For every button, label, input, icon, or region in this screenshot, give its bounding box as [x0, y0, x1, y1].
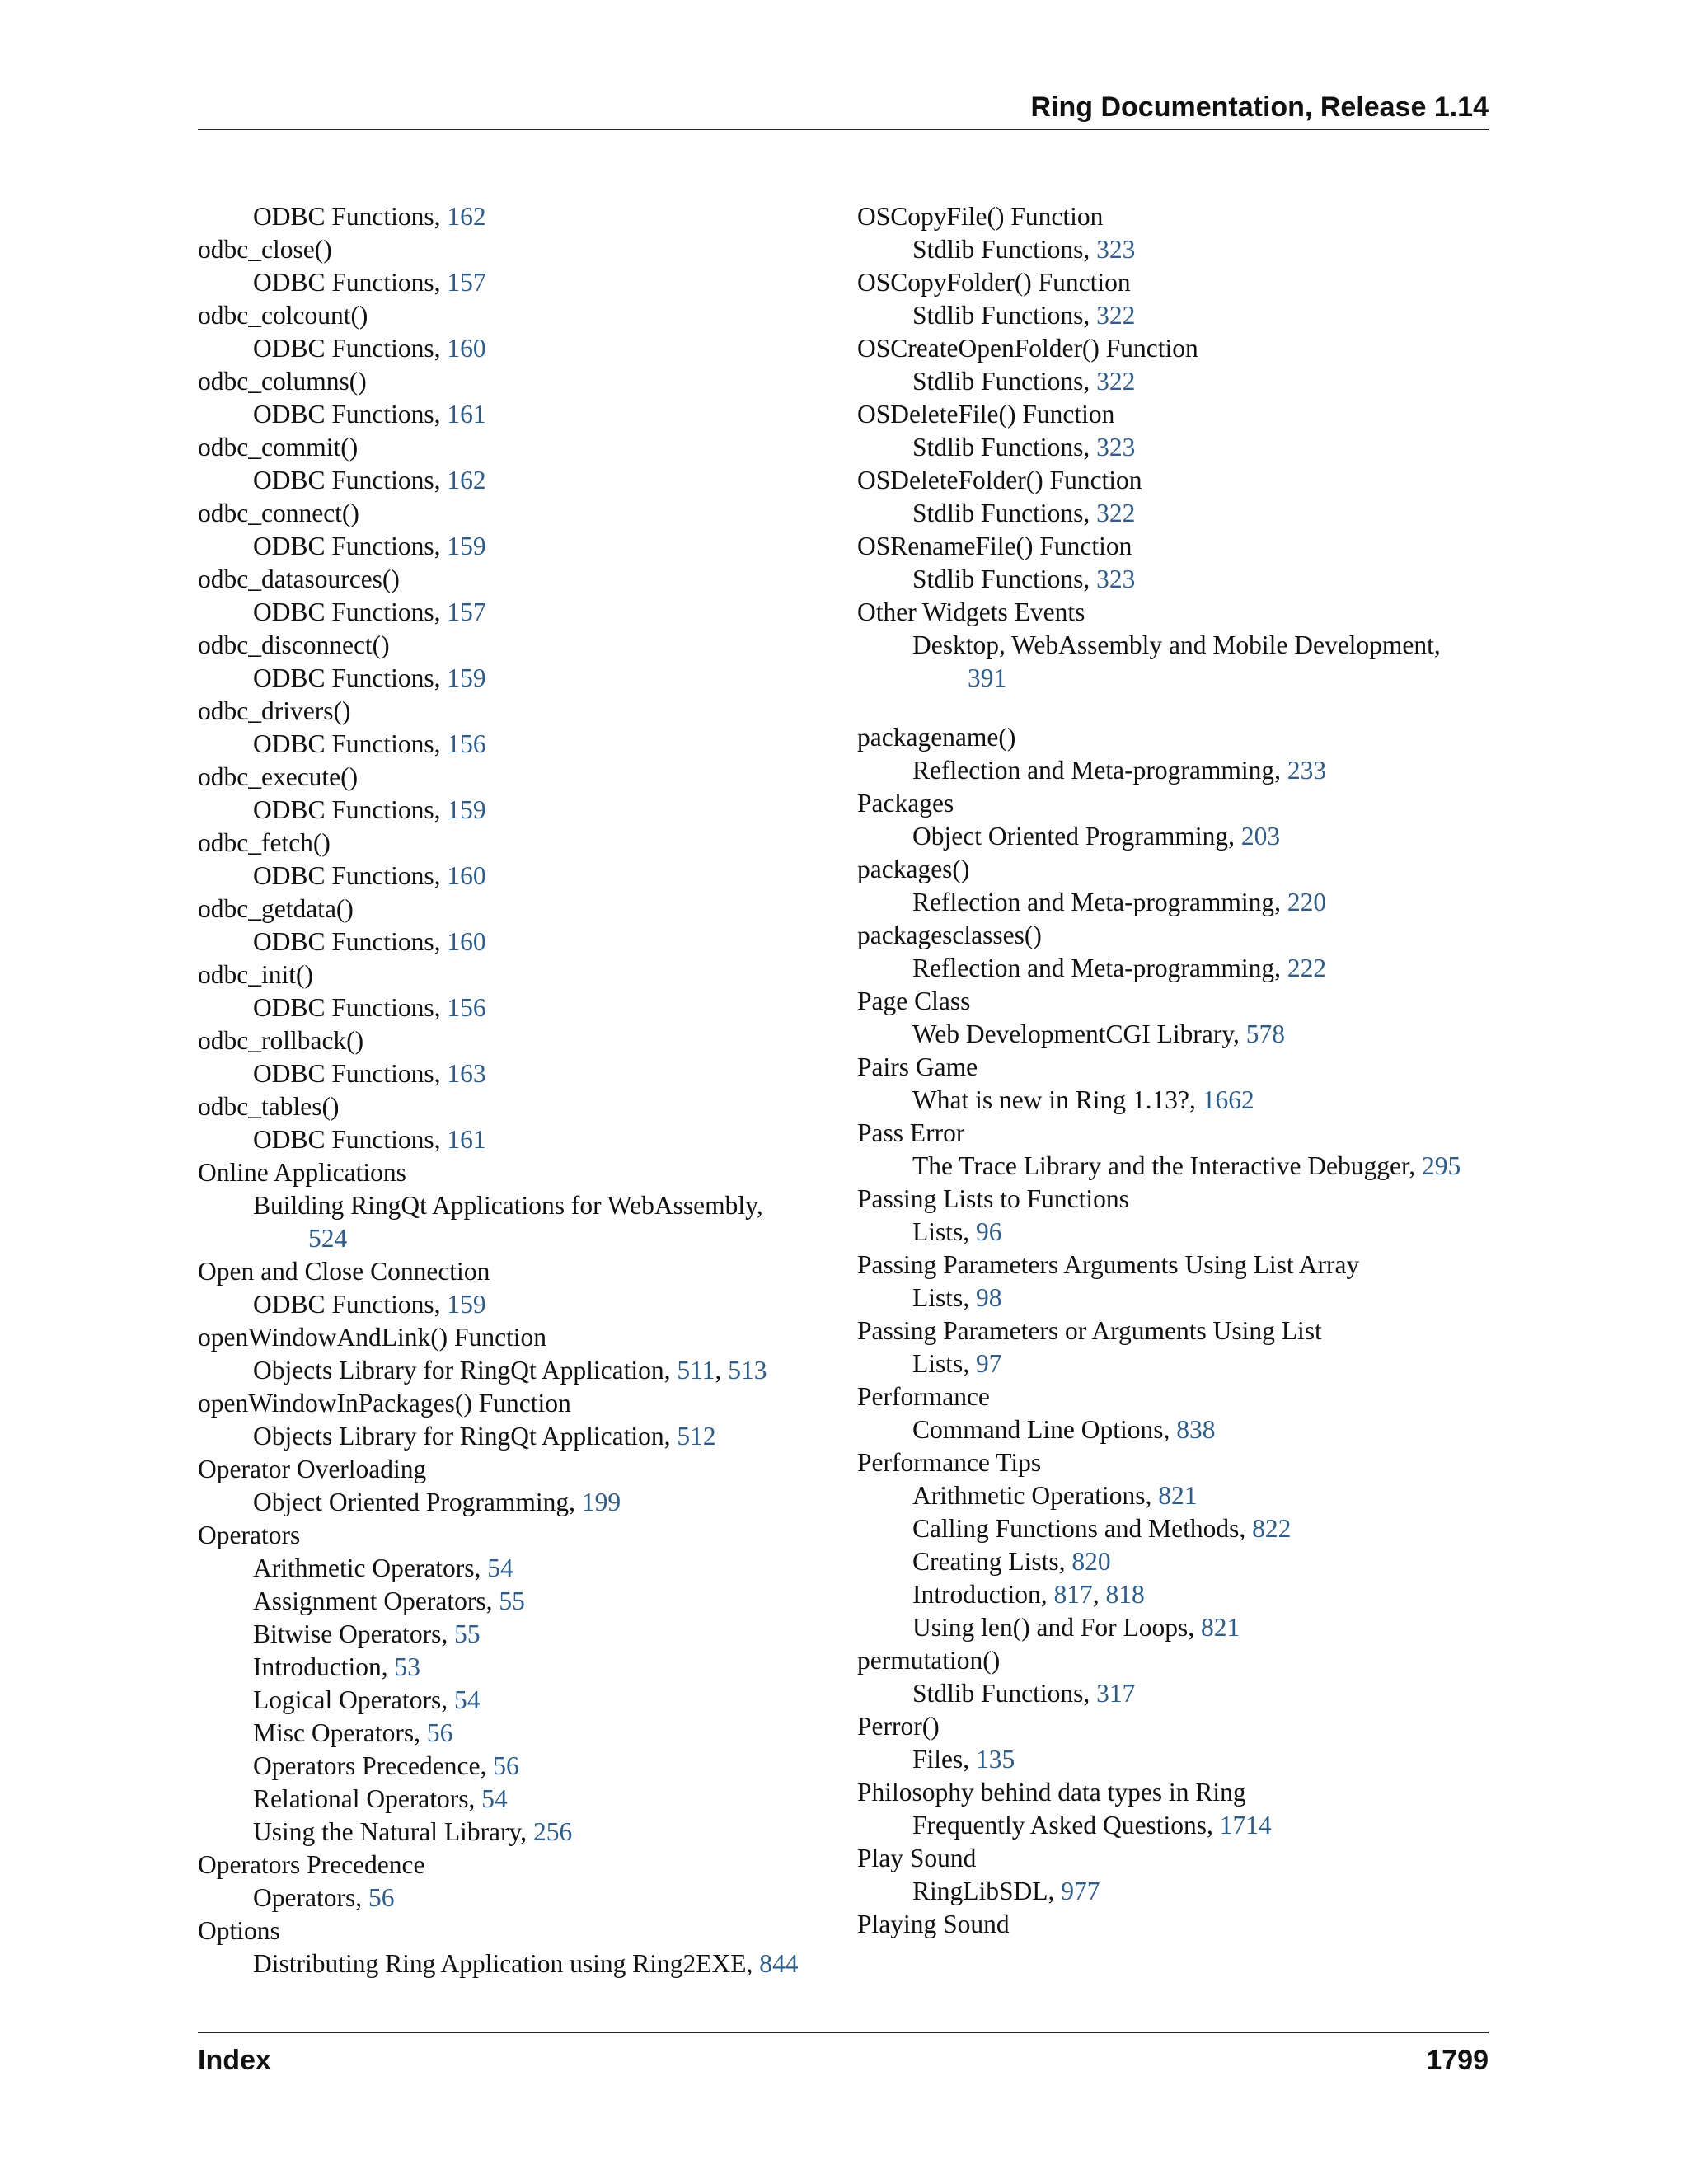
page-link[interactable]: 56	[426, 1718, 453, 1747]
index-subentry	[857, 1875, 1489, 1908]
subentry-label: Using len() and For Loops,	[912, 1613, 1195, 1642]
subentry-label: ODBC Functions,	[253, 663, 441, 692]
page-link[interactable]: 256	[532, 1817, 573, 1846]
page-link[interactable]: 96	[976, 1217, 1002, 1246]
subentry-label: ODBC Functions,	[253, 532, 441, 560]
index-term: Operators Precedence	[198, 1850, 425, 1879]
index-subentry	[198, 860, 829, 893]
subentry-label: Distributing Ring Application using Ring2EXE,	[253, 1949, 753, 1978]
index-subentry	[198, 1057, 829, 1090]
index-term: Packages	[857, 789, 954, 818]
index-subentry	[857, 1743, 1489, 1776]
page-link[interactable]: 511	[677, 1356, 715, 1385]
page-link[interactable]: 159	[447, 663, 486, 692]
running-header	[198, 92, 1489, 130]
index-subentry	[198, 1750, 829, 1783]
index-term: odbc_tables()	[198, 1092, 340, 1121]
index-term: odbc_fetch()	[198, 828, 331, 857]
index-subentry	[198, 1618, 829, 1651]
subentry-label: The Trace Library and the Interactive Debugger,	[912, 1151, 1416, 1180]
page-link[interactable]: 322	[1096, 367, 1136, 396]
index-term: Pass Error	[857, 1118, 965, 1147]
page-link[interactable]: 323	[1096, 565, 1136, 593]
subentry-label: Misc Operators,	[253, 1718, 420, 1747]
subentry-label: ODBC Functions,	[253, 1125, 441, 1154]
subentry-label: ODBC Functions,	[253, 993, 441, 1022]
index-subentry	[198, 1816, 829, 1849]
footer-rule	[198, 2032, 1489, 2033]
index-subentry	[198, 794, 829, 827]
index-term: Passing Lists to Functions	[857, 1184, 1129, 1213]
subentry-label: Frequently Asked Questions,	[912, 1811, 1213, 1840]
subentry-label: Relational Operators,	[253, 1784, 476, 1813]
subentry-label: Stdlib Functions,	[912, 433, 1090, 462]
index-subentry	[857, 820, 1489, 853]
index-term: Play Sound	[857, 1844, 977, 1872]
page-link[interactable]: 55	[454, 1619, 481, 1648]
page-footer	[198, 2042, 1489, 2079]
index-subentry	[198, 1189, 829, 1255]
index-subentry	[198, 662, 829, 695]
index-subentry	[857, 365, 1489, 398]
index-subentry	[857, 1809, 1489, 1842]
page-link[interactable]: 161	[447, 1125, 486, 1154]
page-link[interactable]: 156	[447, 993, 486, 1022]
page-link[interactable]: 220	[1287, 888, 1327, 916]
page-link[interactable]: 160	[447, 927, 486, 956]
index-subentry	[857, 754, 1489, 787]
index-term: odbc_commit()	[198, 433, 359, 462]
index-term: odbc_getdata()	[198, 894, 354, 923]
index-subentry	[857, 1677, 1489, 1710]
index-subentry	[198, 1123, 829, 1156]
page-link[interactable]: 160	[447, 334, 486, 363]
index-subentry	[857, 1018, 1489, 1051]
index-subentry	[857, 233, 1489, 266]
subentry-label: Reflection and Meta-programming,	[912, 756, 1281, 785]
index-term: Passing Parameters or Arguments Using List	[857, 1316, 1322, 1345]
subentry-label: Lists,	[912, 1349, 970, 1378]
index-term: Performance	[857, 1382, 990, 1411]
page-link[interactable]: 135	[976, 1745, 1015, 1774]
index-term: openWindowAndLink() Function	[198, 1323, 547, 1352]
index-term: odbc_drivers()	[198, 696, 351, 725]
page-link[interactable]: 162	[447, 466, 486, 494]
subentry-label: What is new in Ring 1.13?,	[912, 1085, 1196, 1114]
page-link[interactable]: 512	[677, 1422, 716, 1451]
index-term: Options	[198, 1916, 280, 1945]
subentry-label: ODBC Functions,	[253, 598, 441, 626]
index-subentry	[857, 1413, 1489, 1446]
page-link[interactable]: 157	[447, 268, 486, 297]
page-link[interactable]: 160	[447, 861, 486, 890]
page-link[interactable]: 322	[1096, 499, 1136, 527]
subentry-label: Operators Precedence,	[253, 1751, 487, 1780]
index-subentry	[198, 991, 829, 1024]
index-term: Passing Parameters Arguments Using List Array	[857, 1250, 1360, 1279]
index-term: OSDeleteFile() Function	[857, 400, 1115, 429]
index-subentry	[857, 1479, 1489, 1512]
index-subentry	[198, 530, 829, 563]
subentry-label: Creating Lists,	[912, 1547, 1066, 1576]
index-subentry: Introduction, 817, 818	[912, 1580, 1145, 1609]
index-term: Page Class	[857, 987, 971, 1015]
page-link[interactable]: 156	[447, 729, 486, 758]
index-term: packagesclasses()	[857, 921, 1042, 949]
index-subentry	[857, 886, 1489, 919]
subentry-label: Object Oriented Programming,	[253, 1488, 576, 1516]
subentry-label: Command Line Options,	[912, 1415, 1170, 1444]
subentry-label: Calling Functions and Methods,	[912, 1514, 1246, 1543]
index-term: odbc_colcount()	[198, 301, 368, 330]
index-subentry	[857, 952, 1489, 985]
index-term: OSDeleteFolder() Function	[857, 466, 1142, 494]
page-link[interactable]: 54	[487, 1554, 513, 1582]
index-term: OSCopyFile() Function	[857, 202, 1104, 231]
index-subentry	[198, 1585, 829, 1618]
index-subentry	[857, 431, 1489, 464]
index-term: Other Widgets Events	[857, 598, 1085, 626]
index-term: odbc_rollback()	[198, 1026, 364, 1055]
subentry-label: Operators,	[253, 1883, 363, 1912]
page-number: 1799	[1426, 2045, 1489, 2076]
page-link[interactable]: 820	[1071, 1547, 1111, 1576]
index-subentry	[198, 728, 829, 761]
index-term: packages()	[857, 855, 970, 883]
page-link[interactable]: 977	[1061, 1877, 1100, 1905]
index-term: Operator Overloading	[198, 1455, 427, 1483]
index-subentry	[857, 299, 1489, 332]
subentry-label: ODBC Functions,	[253, 466, 441, 494]
page-link[interactable]: 162	[447, 202, 486, 231]
index-subentry	[198, 398, 829, 431]
index-subentry	[857, 1282, 1489, 1315]
index-subentry	[198, 1420, 829, 1453]
page-link[interactable]: 54	[481, 1784, 508, 1813]
index-subentry	[198, 1288, 829, 1321]
index-subentry	[198, 1783, 829, 1816]
index-term: Playing Sound	[857, 1910, 1010, 1938]
index-subentry	[857, 1512, 1489, 1545]
page-link[interactable]: 821	[1158, 1481, 1198, 1510]
subentry-label: Stdlib Functions,	[912, 301, 1090, 330]
page-link[interactable]: 203	[1240, 822, 1281, 851]
subentry-label: Stdlib Functions,	[912, 499, 1090, 527]
page-link[interactable]: 54	[454, 1685, 481, 1714]
subentry-label: ODBC Functions,	[253, 1059, 441, 1088]
index-subentry	[198, 1651, 829, 1684]
index-subentry	[198, 596, 829, 629]
page-link[interactable]: 817	[1053, 1580, 1093, 1609]
subentry-label: Files,	[912, 1745, 970, 1774]
index-subentry	[198, 464, 829, 497]
index-subentry	[198, 1882, 829, 1915]
subentry-label: Desktop, WebAssembly and Mobile Development,	[912, 630, 1441, 659]
subentry-label: ODBC Functions,	[253, 1290, 441, 1319]
index-subentry	[198, 1684, 829, 1717]
page-link[interactable]: 822	[1252, 1514, 1292, 1543]
page-link[interactable]: 838	[1176, 1415, 1216, 1444]
subentry-label: Stdlib Functions,	[912, 235, 1090, 264]
subentry-label: Web DevelopmentCGI Library,	[912, 1019, 1240, 1048]
subentry-label: ODBC Functions,	[253, 729, 441, 758]
index-term: packagename()	[857, 723, 1016, 752]
subentry-label: ODBC Functions,	[253, 861, 441, 890]
page-link[interactable]: 295	[1422, 1151, 1461, 1180]
subentry-label: Objects Library for RingQt Application,	[253, 1422, 671, 1451]
page-link[interactable]: 1714	[1219, 1811, 1272, 1840]
index-subentry: Objects Library for RingQt Application, 511, 513	[253, 1356, 767, 1385]
index-term: odbc_close()	[198, 235, 332, 264]
subentry-label: ODBC Functions,	[253, 268, 441, 297]
index-column-left	[198, 200, 829, 1980]
page-link[interactable]: 159	[447, 1290, 486, 1319]
index-subentry	[857, 1216, 1489, 1249]
index-term: odbc_disconnect()	[198, 630, 390, 659]
letter-group-gap	[857, 695, 1489, 721]
index-subentry	[857, 497, 1489, 530]
subentry-label: Arithmetic Operators,	[253, 1554, 481, 1582]
index-term: OSCopyFolder() Function	[857, 268, 1131, 297]
index-subentry	[198, 1717, 829, 1750]
index-term: Performance Tips	[857, 1448, 1042, 1477]
subentry-label: ODBC Functions,	[253, 795, 441, 824]
subentry-label: Introduction,	[253, 1652, 388, 1681]
subentry-label: Object Oriented Programming,	[912, 822, 1236, 851]
page-link[interactable]: 391	[968, 663, 1007, 692]
page-link[interactable]: 233	[1287, 756, 1327, 785]
page-link[interactable]: 821	[1200, 1613, 1240, 1642]
page-link[interactable]: 98	[976, 1283, 1002, 1312]
subentry-label: Objects Library for RingQt Application,	[253, 1356, 671, 1385]
index-subentry	[198, 266, 829, 299]
index-subentry	[198, 1947, 829, 1980]
index-term: OSCreateOpenFolder() Function	[857, 334, 1198, 363]
page-link[interactable]: 524	[308, 1224, 348, 1253]
subentry-label: Lists,	[912, 1217, 970, 1246]
subentry-label: ODBC Functions,	[253, 202, 441, 231]
page-link[interactable]: 818	[1105, 1580, 1145, 1609]
subentry-label: Stdlib Functions,	[912, 367, 1090, 396]
index-subentry	[857, 1084, 1489, 1117]
page-link[interactable]: 56	[368, 1883, 395, 1912]
index-subentry	[198, 332, 829, 365]
footer-section: Index	[198, 2045, 271, 2076]
page-link[interactable]: 163	[447, 1059, 486, 1088]
subentry-label: Using the Natural Library,	[253, 1817, 528, 1846]
subentry-label: Bitwise Operators,	[253, 1619, 448, 1648]
index-term: Open and Close Connection	[198, 1257, 490, 1286]
index-subentry	[857, 1545, 1489, 1578]
index-column-right	[857, 200, 1489, 1941]
subentry-label: ODBC Functions,	[253, 400, 441, 429]
index-subentry	[857, 1347, 1489, 1380]
page-link[interactable]: 323	[1096, 433, 1136, 462]
page-link[interactable]: 844	[759, 1949, 799, 1978]
subentry-label: ODBC Functions,	[253, 334, 441, 363]
page-link[interactable]: 1662	[1202, 1085, 1254, 1114]
index-term: Pairs Game	[857, 1052, 978, 1081]
page-link[interactable]: 157	[447, 598, 486, 626]
index-term: odbc_init()	[198, 960, 313, 989]
page-link[interactable]: 317	[1096, 1679, 1136, 1708]
subentry-label: Logical Operators,	[253, 1685, 448, 1714]
index-term: Philosophy behind data types in Ring	[857, 1778, 1246, 1807]
subentry-label: Lists,	[912, 1283, 970, 1312]
subentry-label: Arithmetic Operations,	[912, 1481, 1152, 1510]
index-subentry	[857, 1150, 1489, 1183]
subentry-label: Introduction,	[912, 1580, 1048, 1609]
subentry-label: Reflection and Meta-programming,	[912, 954, 1281, 982]
index-term: Operators	[198, 1521, 301, 1549]
subentry-label: RingLibSDL,	[912, 1877, 1055, 1905]
page-link[interactable]: 222	[1287, 954, 1327, 982]
subentry-label: ODBC Functions,	[253, 927, 441, 956]
page-link[interactable]: 56	[493, 1751, 519, 1780]
index-term: odbc_columns()	[198, 367, 367, 396]
page-link[interactable]: 159	[447, 795, 486, 824]
subentry-label: Stdlib Functions,	[912, 1679, 1090, 1708]
index-term: Perror()	[857, 1712, 940, 1741]
index-term: OSRenameFile() Function	[857, 532, 1132, 560]
page-link[interactable]: 578	[1245, 1019, 1286, 1048]
page-link[interactable]: 322	[1096, 301, 1136, 330]
index-term: openWindowInPackages() Function	[198, 1389, 571, 1418]
index-subentry	[198, 1552, 829, 1585]
index-term: odbc_datasources()	[198, 565, 400, 593]
index-term: odbc_connect()	[198, 499, 359, 527]
index-term: Online Applications	[198, 1158, 406, 1187]
index-subentry	[857, 563, 1489, 596]
index-subentry	[198, 1486, 829, 1519]
subentry-label: Assignment Operators,	[253, 1586, 493, 1615]
subentry-label: Reflection and Meta-programming,	[912, 888, 1281, 916]
page-link[interactable]: 161	[447, 400, 486, 429]
page-link[interactable]: 53	[394, 1652, 420, 1681]
subentry-label: Building RingQt Applications for WebAssembly,	[253, 1191, 763, 1220]
index-term: odbc_execute()	[198, 762, 359, 791]
document-title: Ring Documentation, Release 1.14	[1030, 91, 1489, 123]
page-link[interactable]: 513	[728, 1356, 767, 1385]
index-subentry	[198, 926, 829, 958]
subentry-label: Stdlib Functions,	[912, 565, 1090, 593]
index-subentry	[857, 629, 1489, 695]
index-term: permutation()	[857, 1646, 1001, 1675]
page-link[interactable]: 323	[1096, 235, 1136, 264]
page-link[interactable]: 159	[447, 532, 486, 560]
page-link[interactable]: 199	[581, 1488, 621, 1516]
page-link[interactable]: 97	[976, 1349, 1002, 1378]
page-link[interactable]: 55	[499, 1586, 525, 1615]
index-subentry	[198, 200, 829, 233]
index-subentry	[857, 1611, 1489, 1644]
